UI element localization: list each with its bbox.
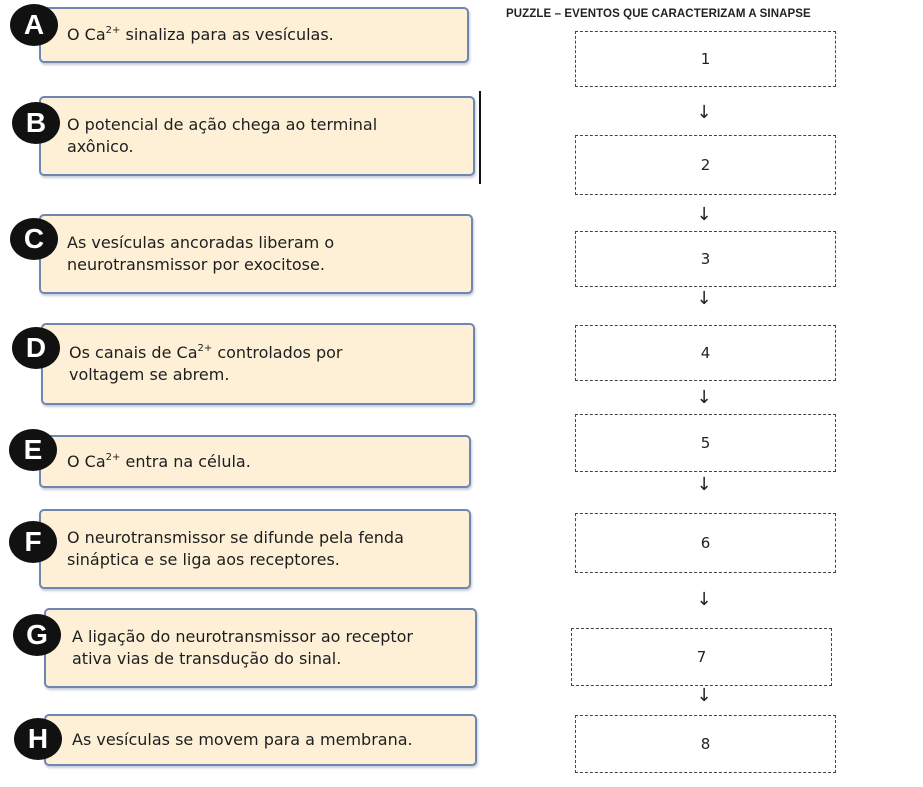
card-b-text: O potencial de ação chega ao terminal axônico. — [67, 115, 378, 156]
card-c[interactable] — [39, 214, 473, 294]
card-g[interactable] — [44, 608, 477, 688]
badge-e: E — [9, 429, 57, 471]
card-e-text: O $Ca^{2+}$ entra na célula. — [67, 451, 251, 471]
badge-a: A — [10, 4, 58, 46]
badge-c: C — [10, 218, 58, 260]
card-h[interactable] — [44, 714, 477, 766]
divider-line — [479, 91, 481, 184]
card-f-text: O neurotransmissor se difunde pela fenda sináptica e se liga aos receptores. — [67, 528, 404, 569]
slot-4[interactable]: 4 — [575, 325, 836, 381]
arrow-down-icon: ↓ — [696, 474, 712, 495]
badge-h: H — [14, 718, 62, 760]
puzzle-title: PUZZLE – EVENTOS QUE CARACTERIZAM A SINAPSE — [506, 8, 811, 20]
slot-6[interactable]: 6 — [575, 513, 836, 573]
slot-5[interactable]: 5 — [575, 414, 836, 472]
card-b[interactable] — [39, 96, 475, 176]
badge-g: G — [13, 614, 61, 656]
slot-3[interactable]: 3 — [575, 231, 836, 287]
arrow-down-icon: ↓ — [696, 288, 712, 309]
badge-d: D — [12, 327, 60, 369]
slot-2[interactable]: 2 — [575, 135, 836, 195]
slot-7[interactable]: 7 — [571, 628, 832, 686]
card-e[interactable] — [39, 435, 471, 488]
badge-b: B — [12, 102, 60, 144]
badge-f: F — [9, 521, 57, 563]
card-h-text: As vesículas se movem para a membrana. — [72, 730, 413, 749]
card-a[interactable] — [39, 7, 469, 63]
arrow-down-icon: ↓ — [696, 204, 712, 225]
arrow-down-icon: ↓ — [696, 589, 712, 610]
card-f[interactable] — [39, 509, 471, 589]
card-d[interactable] — [41, 323, 475, 405]
arrow-down-icon: ↓ — [696, 387, 712, 408]
arrow-down-icon: ↓ — [696, 685, 712, 706]
card-a-text: O $Ca^{2+}$ sinaliza para as vesículas. — [67, 25, 334, 44]
card-d-text: Os canais de $Ca^{2+}$ controlados por voltagem se abrem. — [69, 343, 343, 384]
slot-8[interactable]: 8 — [575, 715, 836, 773]
card-g-text: A ligação do neurotransmissor ao receptor ativa vias de transdução do sinal. — [72, 627, 414, 668]
slot-1[interactable]: 1 — [575, 31, 836, 87]
arrow-down-icon: ↓ — [696, 102, 712, 123]
card-c-text: As vesículas ancoradas liberam o neurotransmissor por exocitose. — [67, 233, 335, 274]
